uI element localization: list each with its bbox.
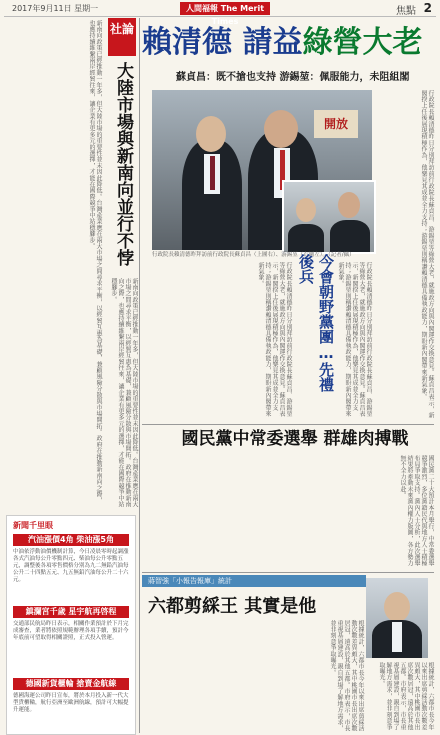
main-headline (142, 22, 434, 64)
photo-caption: 行政院長賴清德昨拜訪前行政院長蘇貞昌（上圖右）、游錫堃（右圖左）。（記者/攝） (152, 252, 355, 258)
pull-quote: 今會朝野黨團…先禮後兵 (297, 254, 335, 392)
brief-body: 德國海運公司昨日宣布，將於本月投入新一代大型貨櫃輪，航行亞洲至歐洲航線，預計可大幅提升運能。 (13, 693, 129, 713)
editorial-title: 大陸市場與新南向並行不悖 (113, 62, 133, 266)
main-headline-part1: 賴清德 請益 (142, 25, 303, 60)
section-divider (142, 424, 434, 425)
column-divider (139, 18, 140, 733)
masthead-logo: 人間福報 The Merit Times (180, 2, 270, 15)
section-divider (142, 572, 434, 573)
main-subheadline: 蘇貞昌：既不搶也支持 游錫堃：佩服能力，未阻組閣 (176, 72, 410, 83)
brief-headline: 汽油漲價4角 柴油漲5角 (13, 534, 129, 546)
page-number: 2 (423, 1, 432, 15)
inset-photo (282, 180, 376, 254)
main-story-body-right: 行政院長賴清德昨日分別拜訪前行政院長蘇貞昌、游錫堃等綠營大老，就施政方向與內閣運作交換意見。蘇貞昌表示，新閣揆上任後展現積極作為，他樂見其成並全力支持；游錫堃則稱讚賴清德具備執政能力，期盼新內閣帶來新氣象。 (420, 90, 434, 419)
editorial-body-right: 新南向政策已經推動一年多，但大陸市場的重要性並未因此降低。台灣產業應在兩大市場之間尋求平衡，以經貿互惠為基礎，兼顧風險分散與市場開拓。政府在推動新南向之際，也應持續維繫兩岸經貿往來，讓企業有更多元的選擇，才能在國際競爭中站穩腳步。 (110, 278, 138, 508)
main-story-body: 行政院長賴清德昨日分別拜訪前行政院長蘇貞昌、游錫堃等綠營大老，就施政方向與內閣運作交換意見。蘇貞昌表示，新閣揆上任後展現積極作為，他樂見其成並全力支持；游錫堃則稱讚賴清德具備執政能力，期盼新內閣帶來新氣象。 (337, 262, 372, 417)
bottom-story-tag: 蔣智強「小報告報庫」統計 (142, 575, 366, 587)
editorial-body-left: 新南向政策已經推動一年多，但大陸市場的重要性並未因此降低。台灣產業應在兩大市場之間尋求平衡，以經貿互惠為基礎，兼顧風險分散與市場開拓。政府在推動新南向之際，也應持續維繫兩岸經貿往來，讓企業有更多元的選擇，才能在國際競爭中站穩腳步。 (88, 20, 102, 504)
bottom-body: 根據統計，六都市長今年以來出席剪綵活動次數差異頗大，其中桃園市長出席次數居冠，遠高於其他五都。市府表示，市長重視基層建設，親自到場了解地方需求，並非刻意爭取曝光。 (329, 620, 364, 732)
main-story-body: 行政院長賴清德昨日分別拜訪前行政院長蘇貞昌、游錫堃等綠營大老，就施政方向與內閣運作交換意見。蘇貞昌表示，新閣揆上任後展現積極作為，他樂見其成並全力支持；游錫堃則稱讚賴清德具備執政能力，期盼新內閣帶來新氣象。 (257, 262, 292, 417)
news-briefs-title: 新聞千里眼 (13, 521, 53, 530)
issue-date: 2017年9月11日 星期一 (12, 4, 99, 13)
main-headline-part2: 綠營大老 (302, 25, 423, 60)
brief-headline: 鎮瀾宮千歲 星宇航再啓程 (13, 606, 129, 618)
editorial-tag: 社論 (108, 18, 136, 56)
news-briefs-box (6, 515, 136, 735)
brief-headline: 德國新貨櫃輪 搶賣金航線 (13, 678, 129, 690)
portrait-photo (366, 578, 428, 658)
kmt-headline: 國民黨中常委選舉 群雄肉搏戰 (181, 429, 409, 449)
photo-sign: 開放 (314, 110, 358, 138)
bottom-headline: 六都剪綵王 其實是他 (148, 596, 317, 617)
brief-body: 交通部民航局昨日表示，相關作業預計於下月完成審查，業者將依照規範辦理各項手續，預計今年底前可望取得相關證照，正式投入營運。 (13, 621, 129, 641)
brief-body: 中油依浮動油價機制計算，今日凌晨零時起調漲各式汽油每公升零點四元、柴油每公升零點五元，調整後各項零售價格分別為九二無鉛汽油每公升二十四點五元、九五無鉛汽油每公升二十六元。 (13, 549, 129, 583)
page-header (4, 1, 436, 26)
kmt-body: 國民黨二十大預計本月舉行，中常委選舉競爭激烈，多位黨籍民代與地方人士積極布局爭取支持。黨內人士分析，此次選舉結果將牽動未來黨內權力版圖，各方勢力無不全力以赴。 (399, 455, 434, 567)
bottom-body-right: 根據統計，六都市長今年以來出席剪綵活動次數差異頗大，其中桃園市長出席次數居冠，遠高於其他五都。市府表示，市長重視基層建設，親自到場了解地方需求，並非刻意爭取曝光。 (378, 662, 434, 731)
section-name: 焦點 (396, 6, 416, 17)
